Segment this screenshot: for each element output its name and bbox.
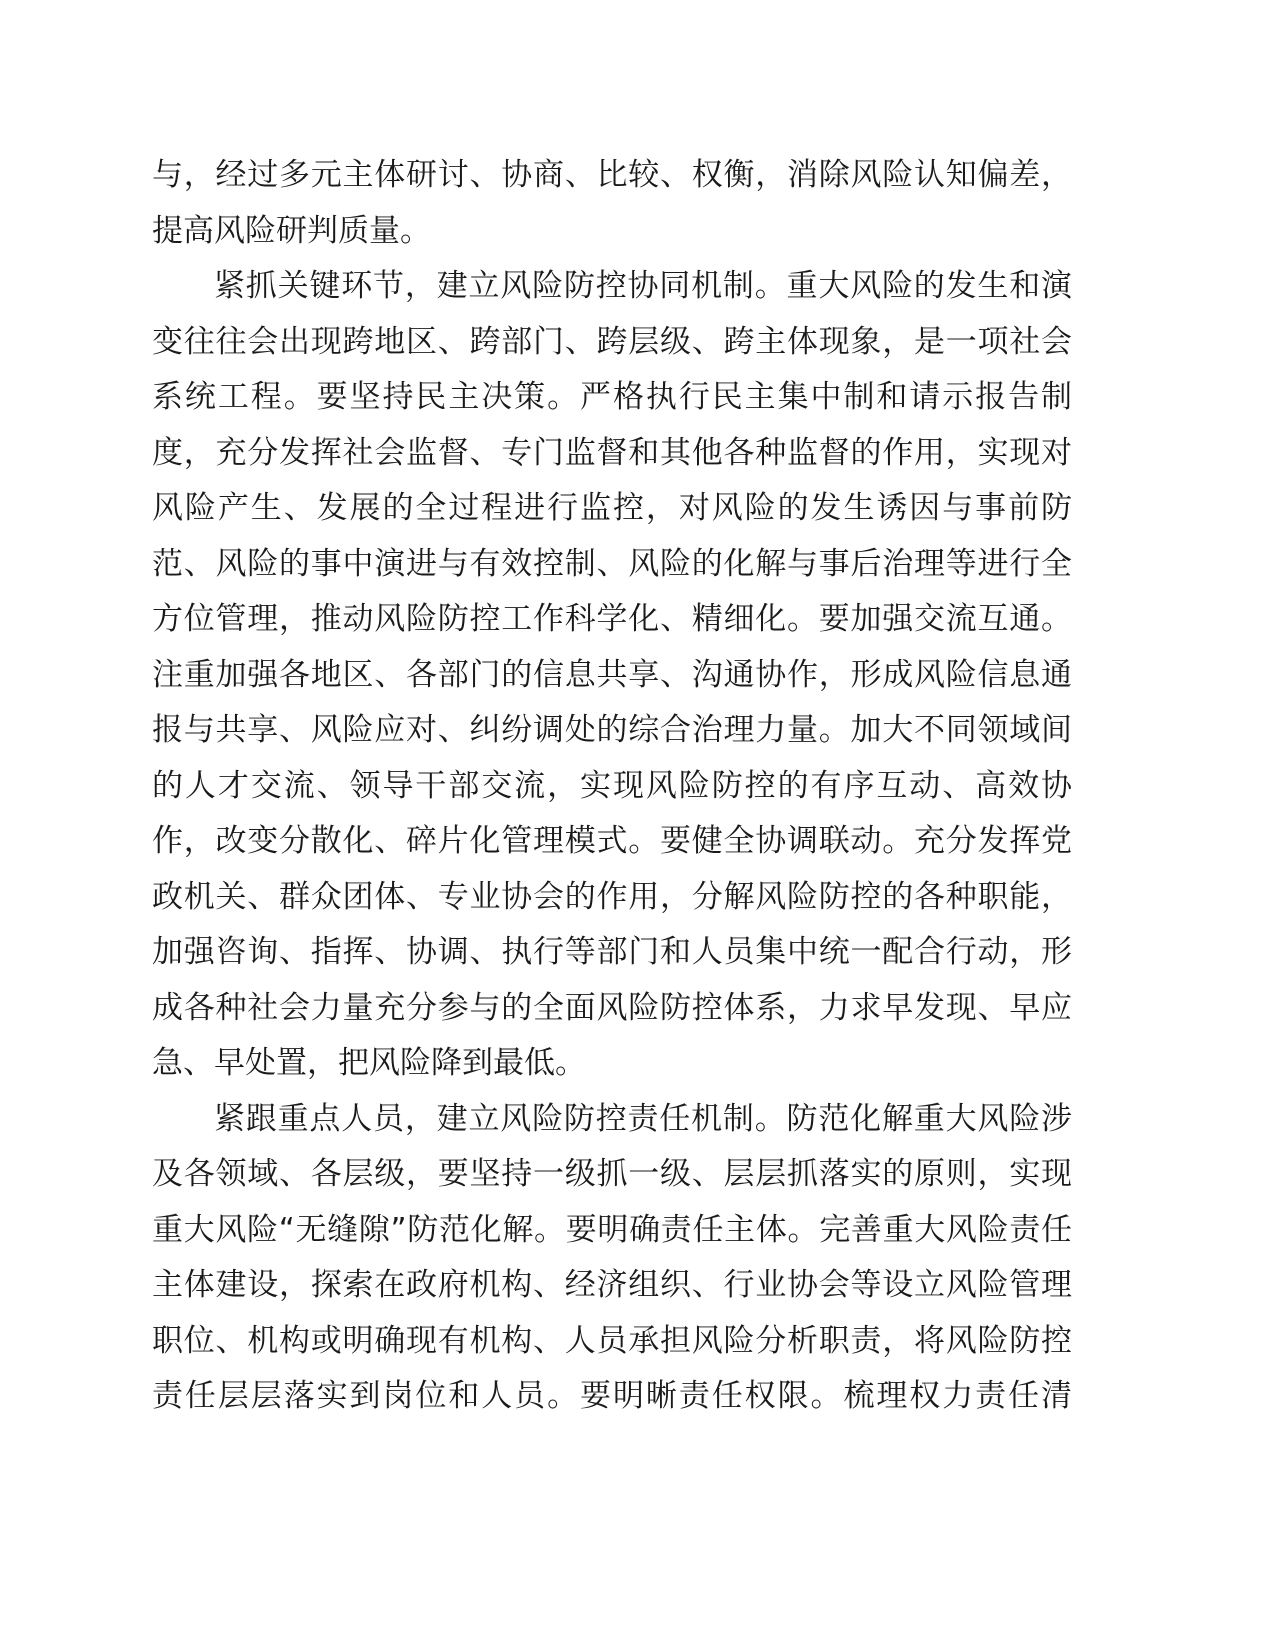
text-line: 系统工程。要坚持民主决策。严格执行民主集中制和请示报告制 (152, 379, 1072, 415)
text-line: 重大风险“无缝隙”防范化解。要明确责任主体。完善重大风险责任 (152, 1211, 1072, 1248)
text-line: 的人才交流、领导干部交流，实现风险防控的有序互动、高效协 (152, 767, 1072, 804)
text-line: 职位、机构或明确现有机构、人员承担风险分析职责，将风险防控 (152, 1322, 1072, 1359)
text-line: 变往往会出现跨地区、跨部门、跨层级、跨主体现象，是一项社会 (152, 323, 1072, 360)
paragraph-start-line: 紧抓关键环节，建立风险防控协同机制。重大风险的发生和演 (214, 268, 1072, 304)
text-line: 及各领域、各层级，要坚持一级抓一级、层层抓落实的原则，实现 (152, 1156, 1072, 1192)
text-line: 主体建设，探索在政府机构、经济组织、行业协会等设立风险管理 (152, 1267, 1072, 1303)
text-line: 作，改变分散化、碎片化管理模式。要健全协调联动。充分发挥党 (152, 823, 1072, 859)
text-line: 风险产生、发展的全过程进行监控，对风险的发生诱因与事前防 (152, 490, 1072, 526)
text-line: 政机关、群众团体、专业协会的作用，分解风险防控的各种职能， (152, 878, 1072, 915)
paragraph-start-line: 紧跟重点人员，建立风险防控责任机制。防范化解重大风险涉 (214, 1100, 1072, 1137)
text-line: 与，经过多元主体研讨、协商、比较、权衡，消除风险认知偏差， (152, 157, 1072, 193)
text-line: 方位管理，推动风险防控工作科学化、精细化。要加强交流互通。 (152, 601, 1072, 637)
text-line: 提高风险研判质量。 (152, 212, 431, 249)
text-line: 注重加强各地区、各部门的信息共享、沟通协作，形成风险信息通 (152, 656, 1072, 693)
text-line: 范、风险的事中演进与有效控制、风险的化解与事后治理等进行全 (152, 545, 1072, 582)
text-line: 急、早处置，把风险降到最低。 (152, 1045, 586, 1081)
text-line: 度，充分发挥社会监督、专门监督和其他各种监督的作用，实现对 (152, 434, 1072, 471)
text-line: 责任层层落实到岗位和人员。要明晰责任权限。梳理权力责任清 (152, 1378, 1072, 1414)
text-line: 成各种社会力量充分参与的全面风险防控体系，力求早发现、早应 (152, 989, 1072, 1026)
document-body (152, 148, 1072, 1425)
text-line: 加强咨询、指挥、协调、执行等部门和人员集中统一配合行动，形 (152, 934, 1072, 970)
text-line: 报与共享、风险应对、纠纷调处的综合治理力量。加大不同领域间 (152, 712, 1072, 748)
